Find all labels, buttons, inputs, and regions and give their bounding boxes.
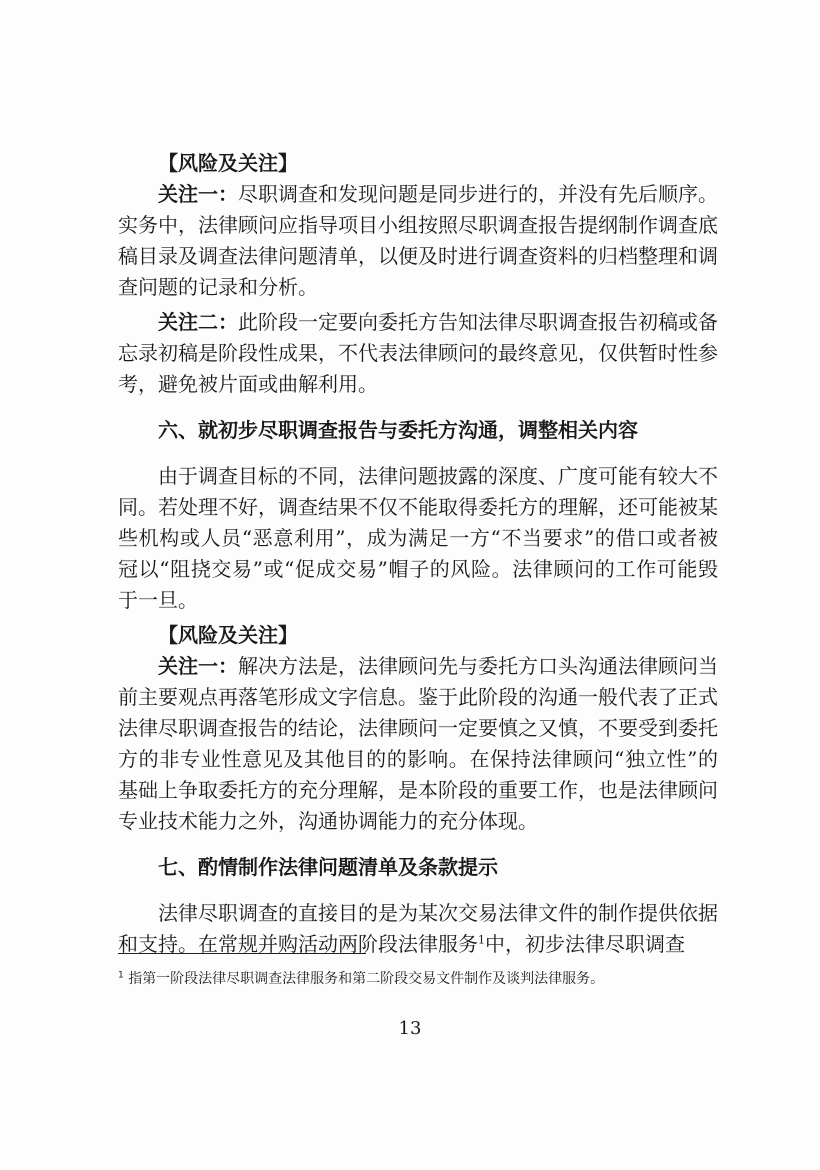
note-label: 关注二：: [158, 310, 238, 334]
footnote-reference[interactable]: 1: [478, 933, 485, 947]
section-heading-seven: 七、酌情制作法律问题清单及条款提示: [158, 855, 498, 879]
risk-heading-2: 【风险及关注】: [158, 623, 298, 647]
section-seven-paragraph: [118, 898, 718, 960]
risk-heading-1: 【风险及关注】: [158, 151, 298, 175]
note-label: 关注一：: [158, 182, 238, 206]
note-1-paragraph-b: [118, 651, 718, 837]
paragraph-text: 中，初步法律尽职调查: [485, 932, 685, 956]
paragraph-text: 法律尽职调查的直接目的是为某次交易法律文件的制作提供依据和支持。在常规并购活动两阶段法律服务: [118, 901, 718, 956]
footnote-marker: 1: [118, 970, 124, 981]
note-2-paragraph: [118, 307, 718, 400]
note-text: 尽职调查和发现问题是同步进行的，并没有先后顺序。实务中，法律顾问应指导项目小组按照尽职调查报告提纲制作调查底稿目录及调查法律问题清单，以便及时进行调查资料的归档整理和调查问题的记录和分析。: [118, 182, 718, 299]
section-six-paragraph: 由于调查目标的不同，法律问题披露的深度、广度可能有较大不同。若处理不好，调查结果不仅不能取得委托方的理解，还可能被某些机构或人员“恶意利用”，成为满足一方“不当要求”的借口或者被冠以“阻挠交易”或“促成交易”帽子的风险。法律顾问的工作可能毁于一旦。: [118, 464, 718, 612]
section-heading-six: 六、就初步尽职调查报告与委托方沟通，调整相关内容: [158, 418, 638, 442]
footnote-divider: [118, 953, 366, 954]
footnote: [118, 968, 738, 990]
note-text: 此阶段一定要向委托方告知法律尽职调查报告初稿或备忘录初稿是阶段性成果，不代表法律顾问的最终意见，仅供暂时性参考，避免被片面或曲解利用。: [118, 310, 718, 396]
footnote-text: 指第一阶段法律尽职调查法律服务和第二阶段交易文件制作及谈判法律服务。: [128, 971, 605, 987]
note-text: 解决方法是，法律顾问先与委托方口头沟通法律顾问当前主要观点再落笔形成文字信息。鉴于此阶段的沟通一般代表了正式法律尽职调查报告的结论，法律顾问一定要慎之又慎，不要受到委托方的非专业性意见及其他目的的影响。在保持法律顾问“独立性”的基础上争取委托方的充分理解，是本阶段的重要工作，也是法律顾问专业技术能力之外，沟通协调能力的充分体现。: [118, 654, 718, 833]
page-body: [118, 148, 718, 960]
page-number: 13: [398, 1018, 422, 1039]
note-label: 关注一：: [158, 654, 238, 678]
note-1-paragraph: [118, 179, 718, 303]
